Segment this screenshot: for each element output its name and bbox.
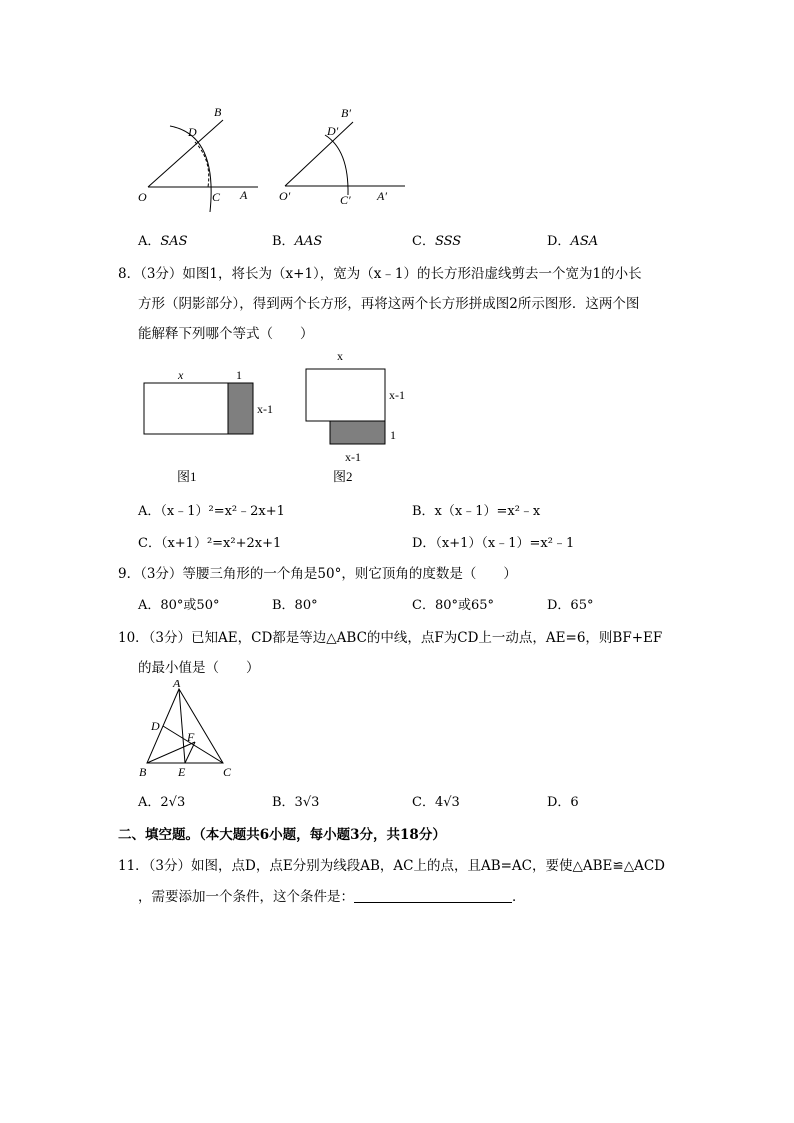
label-B: B — [139, 765, 147, 779]
top-rectangle — [306, 369, 385, 421]
label-C: C — [212, 190, 221, 204]
label-A: A — [173, 680, 181, 690]
label-B-prime: B′ — [341, 106, 351, 120]
label-O: O — [138, 190, 147, 204]
segment-EF — [185, 742, 195, 763]
q9-stem: 9．（3分）等腰三角形的一个角是50°，则它顶角的度数是（ ） — [118, 566, 517, 582]
q10-option-c: C．4√3 — [412, 795, 460, 810]
q11-line2-suffix: ． — [512, 889, 526, 905]
label-x-1-bottom: x-1 — [345, 450, 361, 464]
q10-option-a: A．2√3 — [138, 795, 186, 810]
q11-line2-prefix: ，需要添加一个条件，这个条件是： — [138, 889, 354, 905]
label-1: 1 — [236, 368, 242, 382]
q7-option-d: D．ASA — [547, 234, 599, 249]
q7-option-c: C．SSS — [412, 234, 462, 249]
q8-option-d: D．（x+1）（x﹣1）=x²﹣1 — [412, 536, 575, 551]
shaded-rectangle — [330, 421, 385, 444]
q8-option-b: B．x（x﹣1）=x²﹣x — [412, 504, 541, 519]
q11-stem-line1: 11．（3分）如图，点D，点E分别为线段AB，AC上的点，且AB=AC，要使△ABE≌△ACD — [118, 858, 666, 874]
label-C-prime: C′ — [340, 193, 351, 207]
q10-stem-line2: 的最小值是（ ） — [138, 660, 260, 676]
q10-option-d: D．6 — [547, 795, 579, 810]
label-A-prime: A′ — [377, 189, 387, 203]
caption-fig2: 图2 — [333, 469, 353, 484]
q10-stem-line1: 10．（3分）已知AE，CD都是等边△ABC的中线，点F为CD上一动点，AE=6，则BF+EF — [118, 630, 663, 646]
q9-option-b: B．80° — [272, 598, 318, 613]
q7-figure-1 — [130, 100, 260, 215]
q8-stem-line3: 能解释下列哪个等式（ ） — [138, 326, 314, 342]
caption-fig1: 图1 — [177, 469, 197, 484]
label-D: D — [151, 719, 160, 733]
label-O-prime: O′ — [279, 189, 291, 203]
label-1: 1 — [390, 428, 396, 442]
q9-option-a: A．80°或50° — [138, 598, 220, 613]
q9-option-c: C．80°或65° — [412, 598, 495, 613]
section-heading-fill-in: 二、填空题。（本大题共6小题，每小题3分，共18分） — [118, 827, 446, 843]
q11-stem-line2 — [138, 885, 526, 905]
label-D: D — [188, 125, 197, 139]
label-x-1: x-1 — [257, 402, 273, 416]
q8-stem-line1: 8．（3分）如图1，将长为（x+1），宽为（x﹣1）的长方形沿虚线剪去一个宽为1的小长 — [118, 266, 642, 282]
label-F: F — [187, 730, 195, 744]
q10-option-b: B．3√3 — [272, 795, 320, 810]
answer-blank[interactable] — [354, 890, 512, 903]
q7-option-b: B．AAS — [272, 234, 323, 249]
median-AE — [179, 689, 185, 763]
q9-option-d: D．65° — [547, 598, 594, 613]
q7-option-a: A．SAS — [138, 234, 188, 249]
q8-figure-2 — [300, 345, 420, 490]
label-D-prime: D′ — [327, 124, 339, 138]
q8-stem-line2: 方形（阴影部分），得到两个长方形，再将这两个长方形拼成图2所示图形．这两个图 — [138, 296, 640, 312]
q7-figure-2 — [275, 100, 415, 215]
q10-figure — [135, 680, 240, 780]
q8-option-c: C．（x+1）²=x²+2x+1 — [138, 536, 282, 551]
label-A: A — [240, 188, 248, 202]
q8-option-a: A．（x﹣1）²=x²﹣2x+1 — [138, 504, 285, 519]
label-E: E — [178, 765, 186, 779]
label-B: B — [214, 105, 222, 119]
ray-OB-prime — [285, 122, 353, 186]
label-x-1-right: x-1 — [389, 388, 405, 402]
label-C: C — [223, 765, 232, 779]
q8-figure-1 — [135, 365, 285, 490]
shaded-strip — [228, 383, 253, 434]
ray-OB — [148, 120, 223, 187]
label-x: x — [178, 368, 184, 382]
label-x: x — [337, 349, 343, 363]
